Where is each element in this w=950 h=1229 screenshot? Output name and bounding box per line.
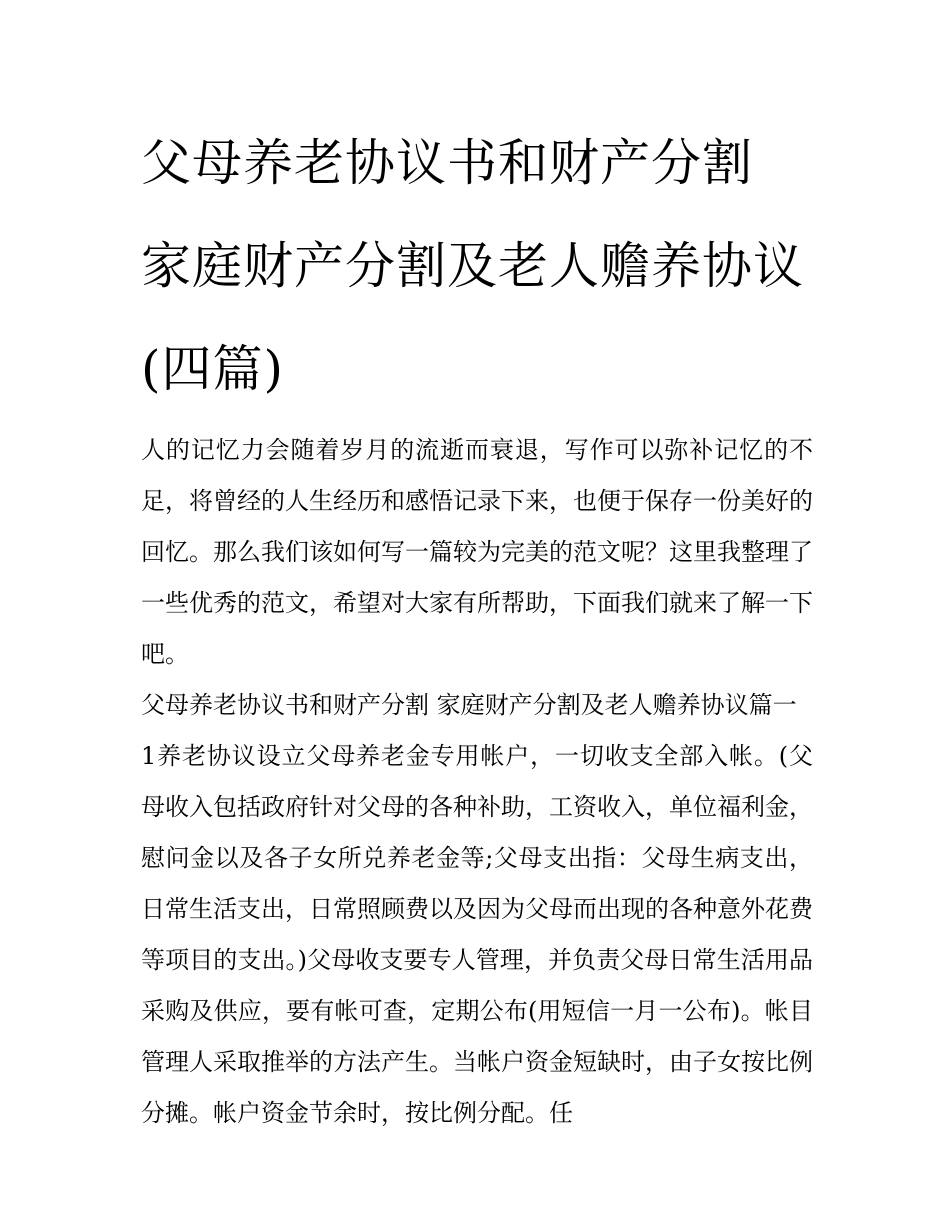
section-heading: 父母养老协议书和财产分割 家庭财产分割及老人赡养协议篇一 [141,691,797,719]
document-page [141,112,813,1139]
intro-paragraph: 人的记忆力会随着岁月的流逝而衰退，写作可以弥补记忆的不足，将曾经的人生经历和感悟记录下来，也便于保存一份美好的回忆。那么我们该如何写一篇较为完美的范文呢？这里我整理了一些优秀的范文，希望对大家有所帮助，下面我们就来了解一下吧。 [141,436,813,668]
body-paragraph: 1养老协议设立父母养老金专用帐户，一切收支全部入帐。(父母收入包括政府针对父母的各种补助，工资收入，单位福利金，慰问金以及各子女所兑养老金等;父母支出指：父母生病支出，日常生活支出，日常照顾费以及因为父母而出现的各种意外花费等项目的支出。)父母收支要专人管理，并负责父母日常生活用品采购及供应，要有帐可查，定期公布(用短信一月一公布)。帐目管理人采取推举的方法产生。当帐户资金短缺时，由子女按比例分摊。帐户资金节余时，按比例分配。任 [141,742,813,1127]
document-title: 父母养老协议书和财产分割 家庭财产分割及老人赡养协议(四篇) [141,134,804,398]
